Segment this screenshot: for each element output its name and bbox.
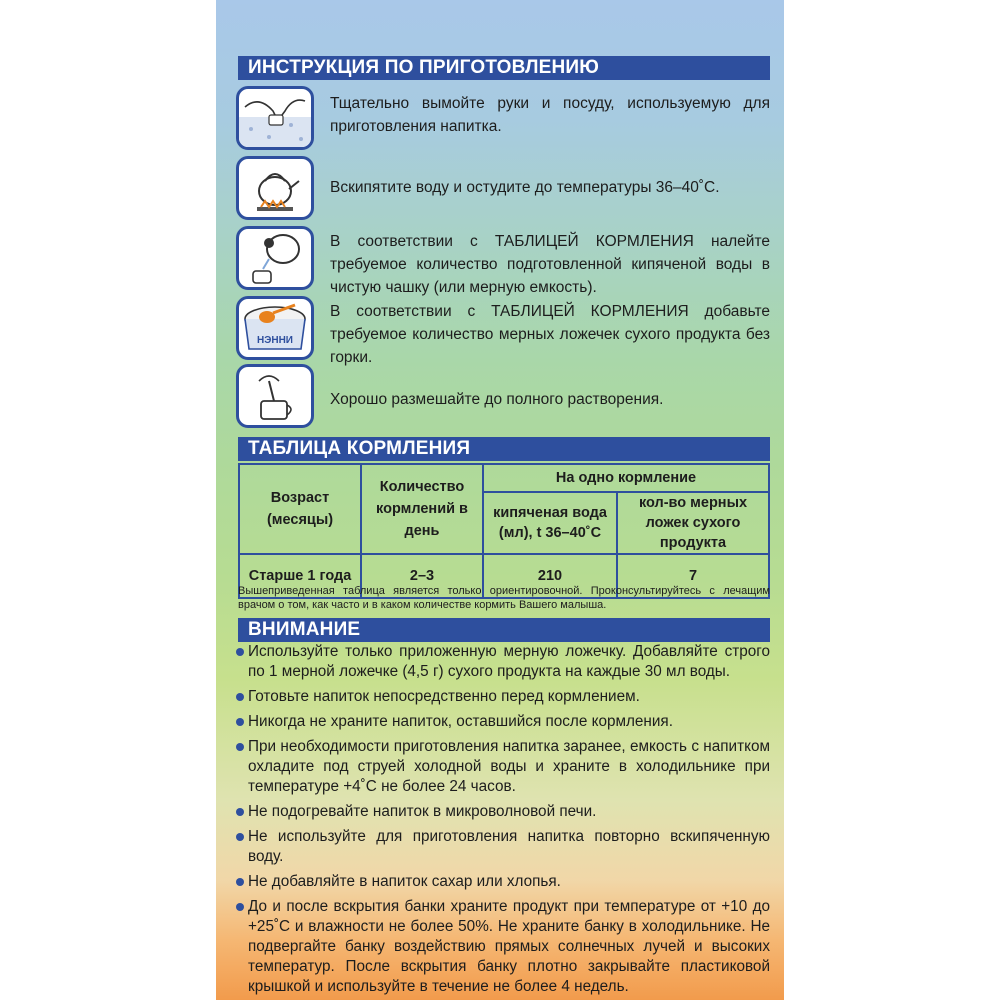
- bullet-icon: [236, 833, 244, 841]
- col-age: Возраст (месяцы): [239, 464, 361, 554]
- measuring-spoon-can-icon: [236, 296, 314, 360]
- cell-age: Старше 1 года: [239, 554, 361, 598]
- list-item: До и после вскрытия банки храните продукт при температуре от +10 до +25˚С и влажности не более 50%. Не храните банку в холодильнике. Не подвергайте банку воздействию прямых солнечных лучей и высоких температур. После вскрытия банку плотно закрывайте пластиковой крышкой и используйте в течение не более 4 недель.: [236, 897, 770, 997]
- list-item: Используйте только приложенную мерную ложечку. Добавляйте строго по 1 мерной ложечке (4,5 г) сухого продукта на каждые 30 мл воды.: [236, 642, 770, 682]
- feeding-table: [238, 463, 770, 599]
- bullet-icon: [236, 718, 244, 726]
- instruction-panel: [216, 0, 784, 1000]
- col-water: кипяченая вода (мл), t 36–40˚С: [483, 492, 617, 554]
- washing-hands-icon: [236, 86, 314, 150]
- bullet-icon: [236, 693, 244, 701]
- list-item: Готовьте напиток непосредственно перед кормлением.: [236, 687, 770, 707]
- list-item: Не добавляйте в напиток сахар или хлопья.: [236, 872, 770, 892]
- step-2-text: Вскипятите воду и остудите до температуры 36–40˚С.: [330, 179, 720, 196]
- bullet-icon: [236, 808, 244, 816]
- bullet-icon: [236, 903, 244, 911]
- step-4-text: В соответствии с ТАБЛИЦЕЙ КОРМЛЕНИЯ добавьте требуемое количество мерных ложечек сухого продукта без горки.: [330, 303, 770, 366]
- cell-count: 2–3: [361, 554, 483, 598]
- feeding-table-header: ТАБЛИЦА КОРМЛЕНИЯ: [238, 437, 770, 461]
- warnings-header: ВНИМАНИЕ: [238, 618, 770, 642]
- cell-water: 210: [483, 554, 617, 598]
- can-label: НЭННИ: [257, 335, 293, 346]
- list-item: Не подогревайте напиток в микроволновой печи.: [236, 802, 770, 822]
- col-group: На одно кормление: [483, 464, 769, 492]
- step-3-text: В соответствии с ТАБЛИЦЕЙ КОРМЛЕНИЯ налейте требуемое количество подготовленной кипяченой воды в чистую чашку (или мерную емкость).: [330, 233, 770, 296]
- step-5-text: Хорошо размешайте до полного растворения.: [330, 391, 664, 408]
- warnings-list: [236, 642, 770, 997]
- pouring-water-icon: [236, 226, 314, 290]
- bullet-icon: [236, 648, 244, 656]
- list-item: Не используйте для приготовления напитка повторно вскипяченную воду.: [236, 827, 770, 867]
- kettle-icon: [236, 156, 314, 220]
- cell-spoons: 7: [617, 554, 769, 598]
- list-item: При необходимости приготовления напитка заранее, емкость с напитком охладите под струей холодной воды и храните в холодильнике при температуре +4˚С не более 24 часов.: [236, 737, 770, 797]
- step-1-text: Тщательно вымойте руки и посуду, используемую для приготовления напитка.: [330, 95, 770, 135]
- instructions-header: ИНСТРУКЦИЯ ПО ПРИГОТОВЛЕНИЮ: [238, 56, 770, 80]
- table-note: Вышеприведенная таблица является только ориентировочной. Проконсультируйтесь с лечащим врачом о том, как часто и в каком количестве кормить Вашего малыша.: [238, 585, 770, 611]
- list-item: Никогда не храните напиток, оставшийся после кормления.: [236, 712, 770, 732]
- bullet-icon: [236, 878, 244, 886]
- stirring-cup-icon: [236, 364, 314, 428]
- bullet-icon: [236, 743, 244, 751]
- col-spoons: кол-во мерных ложек сухого продукта: [617, 492, 769, 554]
- col-count: Количество кормлений в день: [361, 464, 483, 554]
